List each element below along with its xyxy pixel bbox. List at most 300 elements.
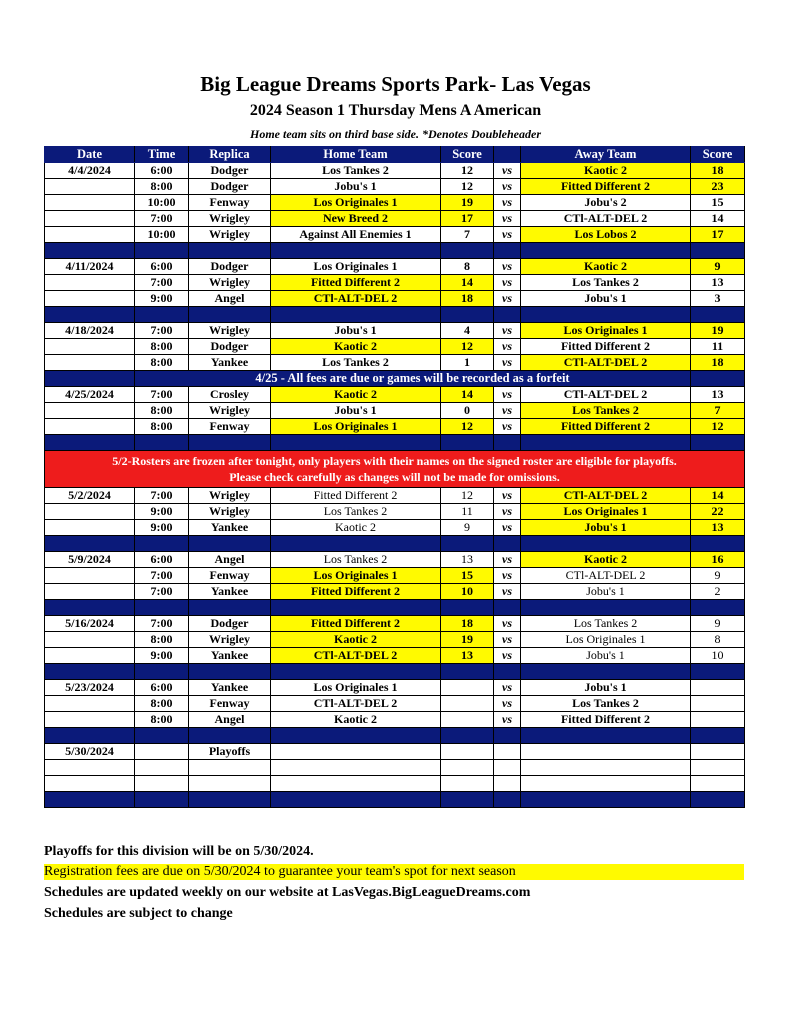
empty-cell (189, 760, 271, 776)
separator-cell (45, 435, 135, 451)
game-time: 7:00 (135, 275, 189, 291)
home-team: Los Originales 1 (271, 259, 441, 275)
game-date (45, 632, 135, 648)
away-team: Los Originales 1 (521, 632, 691, 648)
game-field: Wrigley (189, 211, 271, 227)
home-score: 18 (441, 291, 494, 307)
home-score (441, 696, 494, 712)
separator-cell (494, 664, 521, 680)
separator-cell (494, 243, 521, 259)
empty-cell (271, 776, 441, 792)
separator-cell (271, 792, 441, 808)
game-time: 9:00 (135, 520, 189, 536)
home-score: 12 (441, 419, 494, 435)
home-team: Jobu's 1 (271, 179, 441, 195)
away-team: Fitted Different 2 (521, 712, 691, 728)
game-row (45, 584, 745, 600)
roster-alert (45, 451, 745, 488)
separator-cell (494, 728, 521, 744)
separator-cell (691, 243, 745, 259)
vs-label: vs (494, 520, 521, 536)
blank-row (45, 776, 745, 792)
game-date (45, 403, 135, 419)
home-team: Los Tankes 2 (271, 355, 441, 371)
game-field: Fenway (189, 696, 271, 712)
vs-label: vs (494, 275, 521, 291)
col-header-home-score: Score (441, 147, 494, 163)
game-row (45, 163, 745, 179)
separator-cell (45, 792, 135, 808)
game-time: 9:00 (135, 648, 189, 664)
home-team: Kaotic 2 (271, 339, 441, 355)
game-field: Yankee (189, 520, 271, 536)
separator-cell (135, 435, 189, 451)
game-time: 7:00 (135, 584, 189, 600)
home-score: 8 (441, 259, 494, 275)
empty-cell (521, 744, 691, 760)
empty-cell (135, 760, 189, 776)
game-date (45, 227, 135, 243)
separator-cell (271, 435, 441, 451)
separator-cell (189, 792, 271, 808)
col-header-replica: Replica (189, 147, 271, 163)
home-team: Kaotic 2 (271, 632, 441, 648)
vs-label: vs (494, 419, 521, 435)
game-time: 7:00 (135, 387, 189, 403)
away-score: 8 (691, 632, 745, 648)
vs-label: vs (494, 339, 521, 355)
away-score (691, 680, 745, 696)
home-score: 13 (441, 552, 494, 568)
separator-cell (135, 536, 189, 552)
game-row (45, 520, 745, 536)
game-time: 9:00 (135, 291, 189, 307)
game-field: Dodger (189, 259, 271, 275)
separator-cell (441, 600, 494, 616)
home-team: Los Originales 1 (271, 195, 441, 211)
separator-cell (521, 728, 691, 744)
away-team: Kaotic 2 (521, 259, 691, 275)
week-separator (45, 435, 745, 451)
game-row (45, 632, 745, 648)
separator-cell (494, 307, 521, 323)
game-row (45, 488, 745, 504)
separator-cell (441, 307, 494, 323)
home-score: 7 (441, 227, 494, 243)
empty-cell (691, 744, 745, 760)
playoffs-row (45, 744, 745, 760)
empty-cell (441, 776, 494, 792)
separator-cell (135, 307, 189, 323)
away-team: CTl-ALT-DEL 2 (521, 211, 691, 227)
away-team: CTl-ALT-DEL 2 (521, 387, 691, 403)
away-team: Fitted Different 2 (521, 339, 691, 355)
game-row (45, 211, 745, 227)
away-score: 19 (691, 323, 745, 339)
game-row (45, 291, 745, 307)
away-score: 13 (691, 387, 745, 403)
home-score: 12 (441, 488, 494, 504)
vs-label: vs (494, 355, 521, 371)
vs-label: vs (494, 616, 521, 632)
game-field: Fenway (189, 195, 271, 211)
vs-label: vs (494, 211, 521, 227)
game-field: Wrigley (189, 488, 271, 504)
week-separator (45, 243, 745, 259)
away-score: 11 (691, 339, 745, 355)
home-score: 0 (441, 403, 494, 419)
separator-cell (441, 792, 494, 808)
page-title: Big League Dreams Sports Park- Las Vegas (200, 72, 591, 96)
home-team: New Breed 2 (271, 211, 441, 227)
separator-cell (189, 536, 271, 552)
separator-cell (691, 371, 745, 387)
game-date (45, 291, 135, 307)
game-time: 8:00 (135, 632, 189, 648)
home-team-note: Home team sits on third base side. *Denotes Doubleheader (250, 127, 541, 141)
game-row (45, 504, 745, 520)
roster-alert-row (45, 451, 745, 488)
separator-cell (691, 728, 745, 744)
game-date (45, 504, 135, 520)
footer-playoffs-note: Playoffs for this division will be on 5/30/2024. (44, 844, 314, 859)
separator-cell (45, 243, 135, 259)
home-team: Jobu's 1 (271, 403, 441, 419)
home-score: 9 (441, 520, 494, 536)
blank-row (45, 760, 745, 776)
game-time (135, 744, 189, 760)
home-score: 18 (441, 616, 494, 632)
game-date: 4/25/2024 (45, 387, 135, 403)
home-team: Jobu's 1 (271, 323, 441, 339)
home-team: Against All Enemies 1 (271, 227, 441, 243)
game-date (45, 696, 135, 712)
schedule-body (45, 163, 745, 808)
game-time: 7:00 (135, 616, 189, 632)
game-field: Wrigley (189, 403, 271, 419)
separator-cell (441, 435, 494, 451)
game-date: 5/23/2024 (45, 680, 135, 696)
game-time: 8:00 (135, 339, 189, 355)
home-score: 12 (441, 179, 494, 195)
game-time: 6:00 (135, 163, 189, 179)
separator-cell (521, 792, 691, 808)
away-team: CTl-ALT-DEL 2 (521, 355, 691, 371)
game-date (45, 211, 135, 227)
home-team: Los Originales 1 (271, 568, 441, 584)
home-team: Fitted Different 2 (271, 584, 441, 600)
away-team: Los Tankes 2 (521, 696, 691, 712)
away-team: Jobu's 1 (521, 520, 691, 536)
home-score: 14 (441, 387, 494, 403)
col-header-time: Time (135, 147, 189, 163)
home-score (441, 680, 494, 696)
away-team: Jobu's 1 (521, 584, 691, 600)
game-row (45, 195, 745, 211)
away-score: 17 (691, 227, 745, 243)
separator-cell (691, 435, 745, 451)
away-score: 23 (691, 179, 745, 195)
home-team: Fitted Different 2 (271, 275, 441, 291)
home-score: 14 (441, 275, 494, 291)
empty-cell (135, 776, 189, 792)
col-header-home-team: Home Team (271, 147, 441, 163)
home-score: 10 (441, 584, 494, 600)
vs-label: vs (494, 568, 521, 584)
game-field: Wrigley (189, 323, 271, 339)
game-field: Dodger (189, 163, 271, 179)
game-row (45, 552, 745, 568)
separator-cell (691, 307, 745, 323)
playoffs-label: Playoffs (189, 744, 271, 760)
game-date (45, 195, 135, 211)
separator-cell (45, 728, 135, 744)
game-time: 8:00 (135, 419, 189, 435)
game-row (45, 696, 745, 712)
empty-cell (271, 744, 441, 760)
roster-alert-line: Please check carefully as changes will not be made for omissions. (229, 470, 560, 484)
separator-cell (521, 600, 691, 616)
game-row (45, 712, 745, 728)
separator-cell (441, 536, 494, 552)
empty-cell (494, 776, 521, 792)
vs-label: vs (494, 680, 521, 696)
game-time: 7:00 (135, 211, 189, 227)
separator-cell (189, 307, 271, 323)
empty-cell (691, 760, 745, 776)
vs-label: vs (494, 648, 521, 664)
away-score: 12 (691, 419, 745, 435)
week-separator (45, 307, 745, 323)
game-field: Dodger (189, 339, 271, 355)
game-date (45, 355, 135, 371)
home-team: Kaotic 2 (271, 520, 441, 536)
vs-label: vs (494, 259, 521, 275)
empty-cell (271, 760, 441, 776)
game-row (45, 568, 745, 584)
separator-cell (521, 243, 691, 259)
vs-label: vs (494, 195, 521, 211)
fees-notice-row (45, 371, 745, 387)
game-row (45, 259, 745, 275)
away-team: Los Originales 1 (521, 504, 691, 520)
away-score: 2 (691, 584, 745, 600)
separator-cell (441, 664, 494, 680)
game-row (45, 616, 745, 632)
game-field: Wrigley (189, 275, 271, 291)
home-score: 11 (441, 504, 494, 520)
game-date (45, 339, 135, 355)
home-team: Los Originales 1 (271, 419, 441, 435)
away-team: Los Tankes 2 (521, 403, 691, 419)
separator-cell (135, 792, 189, 808)
separator-cell (189, 435, 271, 451)
separator-cell (271, 664, 441, 680)
separator-cell (691, 792, 745, 808)
fees-notice-text: 4/25 - All fees are due or games will be recorded as a forfeit (135, 371, 691, 387)
game-field: Yankee (189, 355, 271, 371)
vs-label: vs (494, 552, 521, 568)
empty-cell (441, 744, 494, 760)
game-time: 8:00 (135, 403, 189, 419)
game-date: 5/9/2024 (45, 552, 135, 568)
empty-cell (45, 760, 135, 776)
away-score: 13 (691, 275, 745, 291)
separator-cell (271, 243, 441, 259)
vs-label: vs (494, 227, 521, 243)
away-score (691, 712, 745, 728)
empty-cell (494, 744, 521, 760)
away-team: Los Originales 1 (521, 323, 691, 339)
separator-cell (189, 664, 271, 680)
week-separator (45, 600, 745, 616)
away-team: CTl-ALT-DEL 2 (521, 568, 691, 584)
home-score: 19 (441, 195, 494, 211)
separator-cell (189, 728, 271, 744)
game-field: Yankee (189, 648, 271, 664)
empty-cell (494, 760, 521, 776)
game-field: Angel (189, 552, 271, 568)
game-row (45, 387, 745, 403)
away-score: 9 (691, 568, 745, 584)
vs-label: vs (494, 387, 521, 403)
separator-cell (691, 600, 745, 616)
away-score: 18 (691, 355, 745, 371)
game-row (45, 680, 745, 696)
game-date: 5/16/2024 (45, 616, 135, 632)
col-header-date: Date (45, 147, 135, 163)
separator-cell (271, 728, 441, 744)
game-time: 8:00 (135, 712, 189, 728)
game-time: 8:00 (135, 179, 189, 195)
away-score (691, 696, 745, 712)
separator-cell (45, 536, 135, 552)
away-score: 14 (691, 211, 745, 227)
separator-cell (691, 664, 745, 680)
separator-cell (45, 664, 135, 680)
game-time: 7:00 (135, 488, 189, 504)
game-row (45, 275, 745, 291)
separator-cell (521, 664, 691, 680)
separator-cell (521, 536, 691, 552)
game-time: 7:00 (135, 568, 189, 584)
home-team: CTl-ALT-DEL 2 (271, 291, 441, 307)
home-score (441, 712, 494, 728)
week-separator (45, 536, 745, 552)
separator-cell (521, 435, 691, 451)
separator-cell (441, 728, 494, 744)
empty-cell (691, 776, 745, 792)
home-score: 4 (441, 323, 494, 339)
separator-cell (189, 600, 271, 616)
home-team: Los Tankes 2 (271, 163, 441, 179)
game-field: Angel (189, 291, 271, 307)
game-time: 9:00 (135, 504, 189, 520)
week-separator (45, 728, 745, 744)
away-team: Jobu's 1 (521, 680, 691, 696)
away-score: 16 (691, 552, 745, 568)
away-team: Los Tankes 2 (521, 275, 691, 291)
empty-cell (45, 776, 135, 792)
vs-label: vs (494, 696, 521, 712)
game-field: Yankee (189, 584, 271, 600)
game-time: 10:00 (135, 195, 189, 211)
separator-cell (135, 664, 189, 680)
home-team: Los Originales 1 (271, 680, 441, 696)
away-score: 13 (691, 520, 745, 536)
game-row (45, 419, 745, 435)
roster-alert-line: 5/2-Rosters are frozen after tonight, only players with their names on the signed roster are eligible for playoffs. (112, 454, 677, 468)
separator-cell (135, 728, 189, 744)
game-field: Wrigley (189, 632, 271, 648)
home-score: 1 (441, 355, 494, 371)
week-separator (45, 792, 745, 808)
vs-label: vs (494, 403, 521, 419)
home-score: 13 (441, 648, 494, 664)
away-score: 10 (691, 648, 745, 664)
game-date: 5/2/2024 (45, 488, 135, 504)
home-team: Fitted Different 2 (271, 616, 441, 632)
vs-label: vs (494, 291, 521, 307)
week-separator (45, 664, 745, 680)
empty-cell (441, 760, 494, 776)
home-team: Los Tankes 2 (271, 504, 441, 520)
game-field: Fenway (189, 568, 271, 584)
away-team: Los Lobos 2 (521, 227, 691, 243)
home-score: 12 (441, 339, 494, 355)
vs-label: vs (494, 323, 521, 339)
game-date: 4/4/2024 (45, 163, 135, 179)
away-team: CTl-ALT-DEL 2 (521, 488, 691, 504)
separator-cell (691, 536, 745, 552)
home-team: CTl-ALT-DEL 2 (271, 648, 441, 664)
separator-cell (189, 243, 271, 259)
home-team: Fitted Different 2 (271, 488, 441, 504)
game-time: 10:00 (135, 227, 189, 243)
away-team: Fitted Different 2 (521, 419, 691, 435)
game-field: Yankee (189, 680, 271, 696)
away-score: 3 (691, 291, 745, 307)
separator-cell (135, 600, 189, 616)
game-field: Wrigley (189, 227, 271, 243)
away-team: Los Tankes 2 (521, 616, 691, 632)
game-time: 6:00 (135, 259, 189, 275)
vs-label: vs (494, 488, 521, 504)
separator-cell (135, 243, 189, 259)
home-score: 19 (441, 632, 494, 648)
game-date (45, 520, 135, 536)
away-team: Jobu's 2 (521, 195, 691, 211)
game-row (45, 648, 745, 664)
home-team: Los Tankes 2 (271, 552, 441, 568)
game-date (45, 712, 135, 728)
vs-label: vs (494, 584, 521, 600)
away-team: Kaotic 2 (521, 163, 691, 179)
col-header-away-team: Away Team (521, 147, 691, 163)
vs-label: vs (494, 179, 521, 195)
home-score: 12 (441, 163, 494, 179)
game-time: 6:00 (135, 552, 189, 568)
game-date (45, 584, 135, 600)
separator-cell (494, 600, 521, 616)
away-team: Jobu's 1 (521, 291, 691, 307)
separator-cell (494, 792, 521, 808)
separator-cell (521, 307, 691, 323)
footer-website-note: Schedules are updated weekly on our website at LasVegas.BigLeagueDreams.com (44, 885, 531, 900)
away-score: 9 (691, 616, 745, 632)
game-date: 5/30/2024 (45, 744, 135, 760)
away-team: Jobu's 1 (521, 648, 691, 664)
